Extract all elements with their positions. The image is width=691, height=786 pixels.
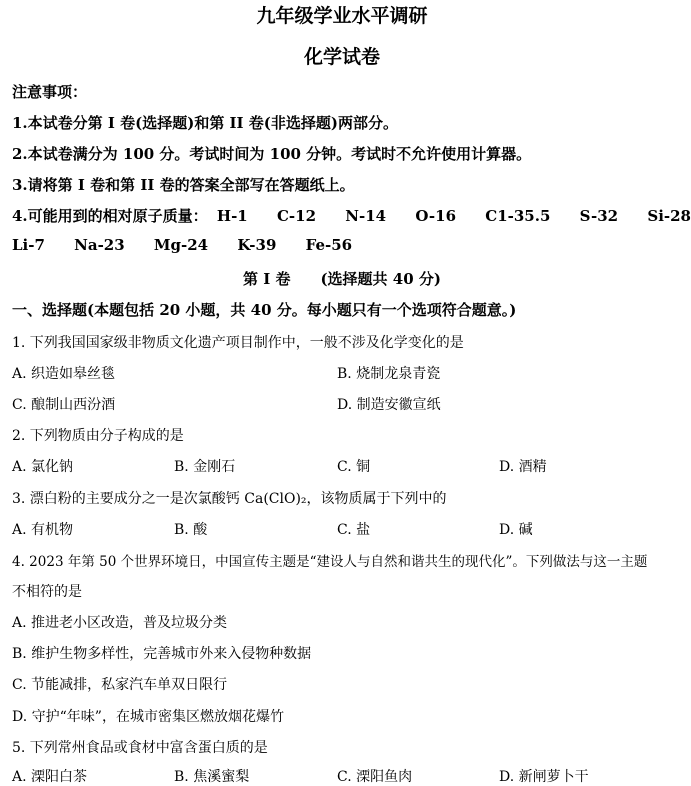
question-1-option-c: C. 酿制山西汾酒 [12, 397, 116, 413]
question-3-option-c: C. 盐 [337, 522, 371, 538]
question-1-option-a: A. 织造如皋丝毯 [12, 366, 116, 382]
atomic-mass: Na-23 [74, 236, 125, 254]
question-4-stem: 4. 2023 年第 50 个世界环境日，中国宣传主题是“建设人与自然和谐共生的现代化”。下列做法与这一主题 [12, 554, 648, 570]
question-4-option-b: B. 维护生物多样性，完善城市外来入侵物种数据 [12, 646, 312, 662]
question-1-stem: 1. 下列我国国家级非物质文化遗产项目制作中，一般不涉及化学变化的是 [12, 335, 464, 351]
notice-item-1: 1.本试卷分第 I 卷(选择题)和第 II 卷(非选择题)两部分。 [12, 114, 398, 132]
question-4-option-c: C. 节能减排，私家汽车单双日限行 [12, 677, 228, 693]
atomic-mass: H-1 [216, 207, 248, 225]
notice-item-2: 2.本试卷满分为 100 分。考试时间为 100 分钟。考试时不允许使用计算器。 [12, 145, 532, 163]
question-2-option-c: C. 铜 [337, 459, 371, 475]
question-1-option-b: B. 烧制龙泉青瓷 [337, 366, 441, 382]
atomic-mass: Si-28 [647, 207, 691, 225]
question-3-option-a: A. 有机物 [12, 522, 74, 538]
section-heading: 一、选择题(本题包括 20 小题，共 40 分。每小题只有一个选项符合题意。) [12, 301, 517, 319]
atomic-mass: C-12 [276, 207, 317, 225]
question-5-option-c: C. 溧阳鱼肉 [337, 769, 413, 785]
atomic-mass-label: 4.可能用到的相对原子质量： [12, 207, 208, 225]
atomic-mass: N-14 [345, 207, 387, 225]
question-2-option-b: B. 金刚石 [174, 459, 236, 475]
atomic-mass: Fe-56 [305, 236, 353, 254]
notice-item-4 [12, 205, 691, 226]
atomic-mass-row-2 [12, 236, 352, 254]
exam-subtitle: 化学试卷 [303, 46, 380, 68]
question-5-option-b: B. 焦溪蜜梨 [174, 769, 250, 785]
question-5-option-d: D. 新闸萝卜干 [499, 769, 589, 785]
question-4-option-a: A. 推进老小区改造，普及垃圾分类 [12, 615, 228, 631]
atomic-mass: C1-35.5 [485, 207, 551, 225]
question-2-option-d: D. 酒精 [499, 459, 547, 475]
atomic-mass: S-32 [579, 207, 619, 225]
question-3-option-b: B. 酸 [174, 522, 208, 538]
exam-title: 九年级学业水平调研 [256, 5, 428, 27]
notice-heading: 注意事项： [12, 83, 88, 101]
question-2-stem: 2. 下列物质由分子构成的是 [12, 428, 184, 444]
atomic-mass: O-16 [415, 207, 457, 225]
question-5-option-a: A. 溧阳白茶 [12, 769, 88, 785]
atomic-mass: Mg-24 [153, 236, 209, 254]
question-3-option-d: D. 碱 [499, 522, 533, 538]
question-4-option-d: D. 守护“年味”，在城市密集区燃放烟花爆竹 [12, 709, 284, 725]
part-title: 第 I 卷 (选择题共 40 分) [243, 270, 441, 288]
question-2-option-a: A. 氯化钠 [12, 459, 74, 475]
question-1-option-d: D. 制造安徽宣纸 [337, 397, 441, 413]
atomic-mass: Li-7 [12, 236, 45, 254]
question-3-stem: 3. 漂白粉的主要成分之一是次氯酸钙 Ca(ClO)₂，该物质属于下列中的 [12, 491, 447, 507]
notice-item-3: 3.请将第 I 卷和第 II 卷的答案全部写在答题纸上。 [12, 176, 355, 194]
atomic-mass: K-39 [237, 236, 277, 254]
question-4-stem-continued: 不相符的是 [12, 584, 82, 600]
question-5-stem: 5. 下列常州食品或食材中富含蛋白质的是 [12, 740, 268, 756]
